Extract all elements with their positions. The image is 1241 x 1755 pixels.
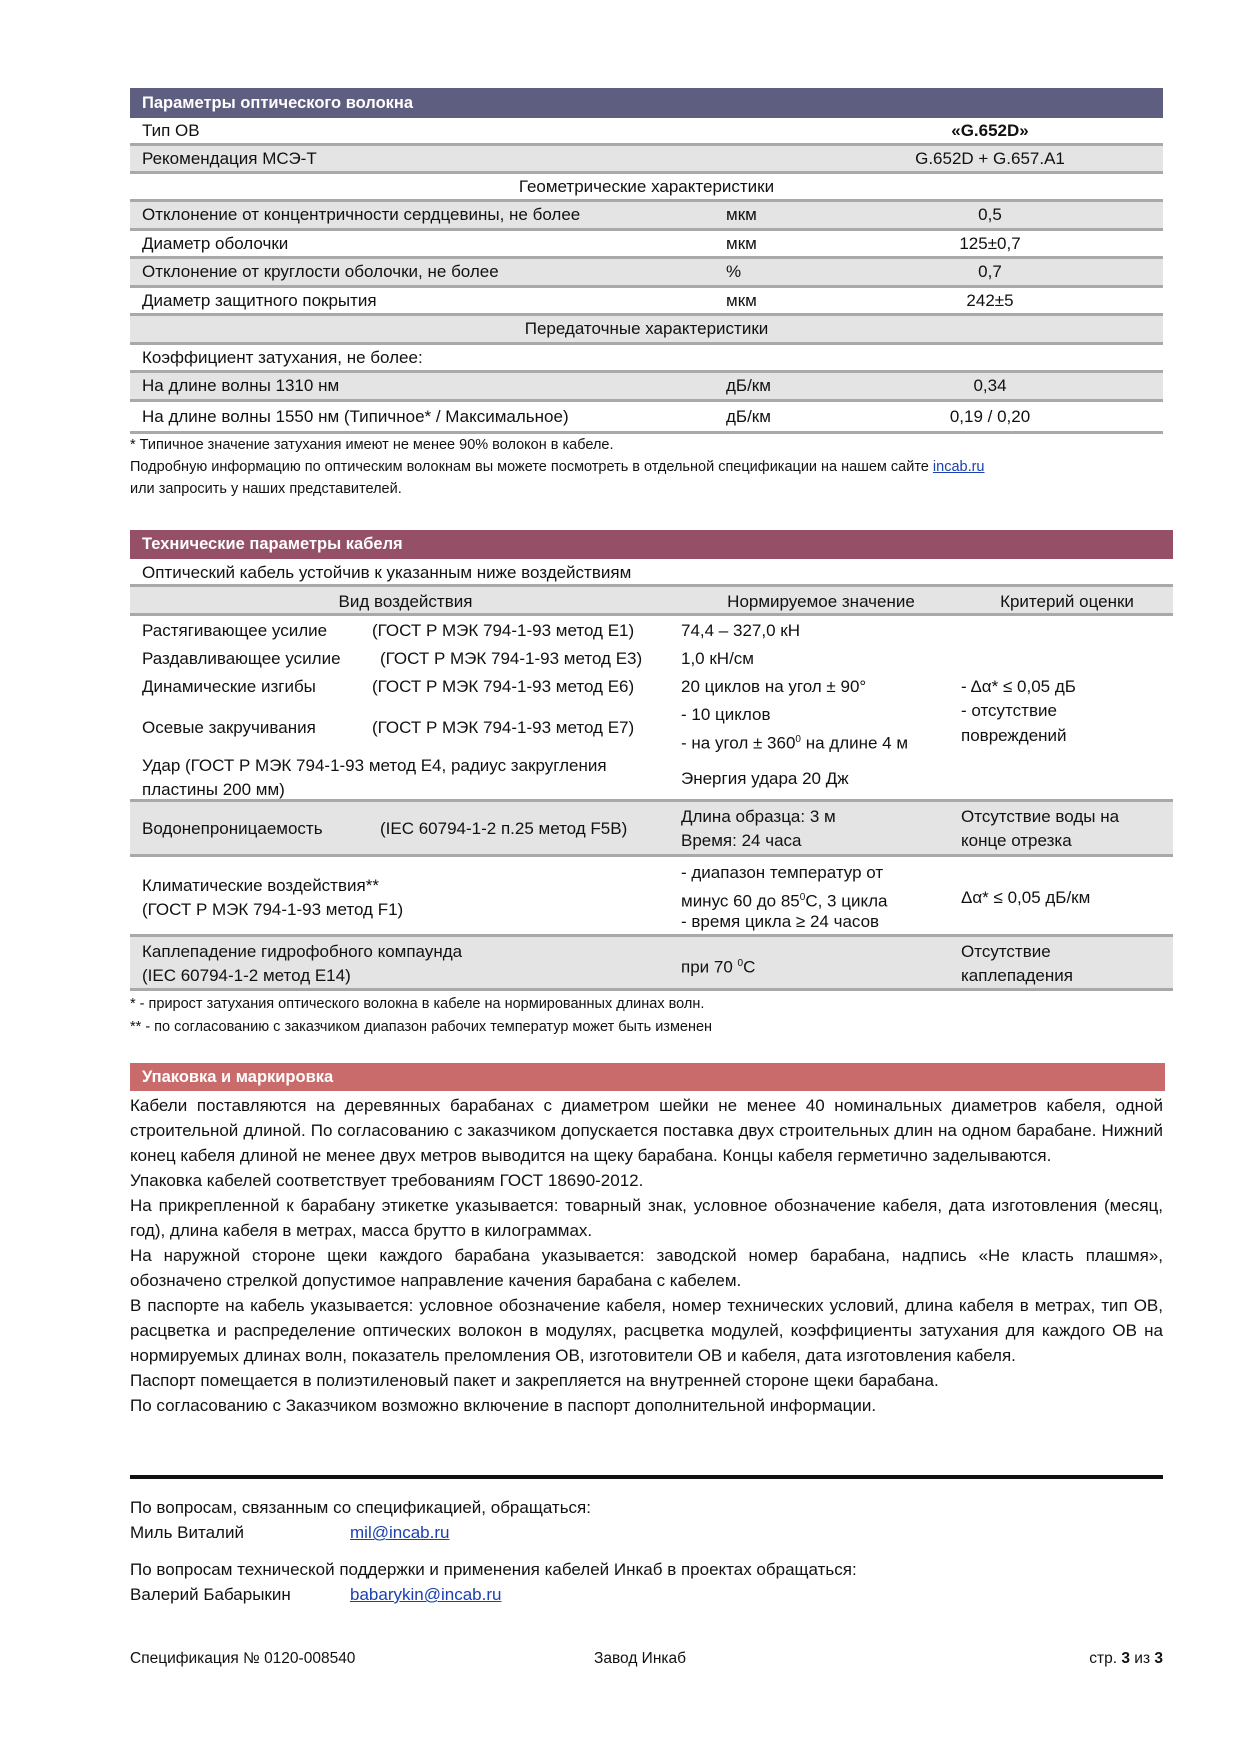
row-label: На длине волны 1310 нм	[142, 376, 340, 395]
impact-norm: Энергия удара 20 Дж	[681, 769, 849, 788]
impact-name: Климатические воздействия**	[142, 876, 379, 895]
row-unit: %	[726, 262, 742, 281]
table-row	[130, 402, 1163, 434]
cable-intro: Оптический кабель устойчив к указанным ниже воздействиям	[142, 563, 632, 582]
packaging-paragraph: На наружной стороне щеки каждого барабана указывается: заводской номер барабана, надпись «Не класть плашмя», обозначено стрелкой допустимое направление качения барабана с кабелем.	[130, 1246, 1163, 1290]
impact-method: (ГОСТ Р МЭК 794-1-93 метод Е1)	[372, 621, 635, 640]
packaging-paragraph: По согласованию с Заказчиком возможно включение в паспорт дополнительной информации.	[130, 1396, 877, 1415]
impact-norm: 74,4 – 327,0 кН	[681, 621, 800, 640]
impact-norm: - время цикла ≥ 24 часов	[681, 912, 880, 931]
row-value: 125±0,7	[959, 233, 1021, 253]
page-total: 3	[1154, 1650, 1163, 1667]
impact-criterion: каплепадения	[961, 966, 1073, 985]
impact-norm: - диапазон температур от	[681, 863, 884, 882]
impact-method: (IEC 60794-1-2 п.25 метод F5B)	[380, 819, 628, 838]
fiber-info-note	[130, 459, 985, 475]
table-row	[130, 231, 1163, 259]
header-impact: Вид воздействия	[338, 592, 473, 611]
row-value: 0,19 / 0,20	[949, 406, 1031, 426]
packaging-text	[130, 1093, 1163, 1418]
impact-criterion: Отсутствие	[961, 942, 1051, 961]
row-unit: мкм	[726, 233, 757, 253]
impact-norm: - 10 циклов	[681, 705, 771, 724]
row-label: Диаметр оболочки	[142, 233, 289, 253]
group-criterion: - отсутствие	[961, 701, 1057, 720]
group-criterion: повреждений	[961, 726, 1067, 745]
footer-spec-number: Спецификация № 0120-008540	[130, 1650, 356, 1667]
incab-site-link[interactable]: incab.ru	[932, 459, 985, 475]
impact-method: (IEC 60794-1-2 метод Е14)	[142, 966, 351, 985]
cable-section-title: Технические параметры кабеля	[142, 535, 403, 553]
row-unit: дБ/км	[726, 406, 771, 426]
fiber-footnote: * Типичное значение затухания имеют не менее 90% волокон в кабеле.	[130, 437, 614, 453]
row-label: Отклонение от круглости оболочки, не более	[142, 262, 499, 281]
support-contact-person: Валерий Бабарыкин	[130, 1585, 291, 1604]
impact-method: (ГОСТ Р МЭК 794-1-93 метод Е3)	[380, 649, 643, 668]
impact-norm: 1,0 кН/см	[681, 649, 754, 668]
impact-norm	[681, 951, 755, 980]
packaging-paragraph: Кабели поставляются на деревянных барабанах с диаметром шейки не менее 40 номинальных диаметров кабеля, одной строительной длиной. По согласованию с заказчиком допускается поставка двух строительных длин на одном барабане. Нижний конец кабеля длиной не менее двух метров выводится на щеку барабана. Концы кабеля герметично заделываются.	[130, 1096, 1163, 1165]
subheader-label: Геометрические характеристики	[518, 176, 775, 196]
fiber-section-header	[130, 88, 1163, 118]
norm-text: минус 60 до 85	[681, 891, 800, 911]
impact-name: Осевые закручивания	[142, 718, 316, 737]
row-value: G.652D + G.657.A1	[915, 148, 1065, 168]
impact-norm: Длина образца: 3 м	[681, 807, 836, 826]
table-row	[130, 146, 1163, 174]
packaging-paragraph: В паспорте на кабель указывается: условное обозначение кабеля, номер технических условий, длина кабеля в метрах, тип ОВ, расцветка и распределение оптических волокон в модулях, расцветка модулей, коэффициенты затухания для каждого ОВ на нормируемых длинах волн, показатель преломления ОВ, изготовители ОВ и кабеля, дата изготовления кабеля.	[130, 1296, 1163, 1365]
section-divider	[130, 1475, 1163, 1479]
packaging-paragraph: На прикрепленной к барабану этикетке указывается: товарный знак, условное обозначение кабеля, дата изготовления (месяц, год), длина кабеля в метрах, масса брутто в килограммах.	[130, 1196, 1163, 1240]
spec-contact-question: По вопросам, связанным со спецификацией, обращаться:	[130, 1498, 591, 1517]
row-value: 0,7	[978, 262, 1002, 281]
fiber-section-title: Параметры оптического волокна	[142, 93, 414, 112]
degree-sup: 0	[737, 958, 744, 969]
footer-company: Завод Инкаб	[594, 1650, 686, 1667]
packaging-paragraph: Упаковка кабелей соответствует требованиям ГОСТ 18690-2012.	[130, 1171, 644, 1190]
impact-name: Динамические изгибы	[142, 677, 316, 696]
degree-sup: 0	[795, 734, 801, 745]
cable-footnote-1: * - прирост затухания оптического волокна в кабеле на нормированных длинах волн.	[130, 996, 705, 1012]
row-value: 0,34	[973, 376, 1007, 395]
impact-criterion: Δα* ≤ 0,05 дБ/км	[961, 888, 1091, 907]
header-norm: Нормируемое значение	[727, 592, 915, 611]
fiber-info-note-cont: или запросить у наших представителей.	[130, 481, 402, 497]
row-value: 242±5	[966, 290, 1014, 310]
table-row	[130, 373, 1163, 402]
geometric-subheader	[130, 174, 1163, 202]
norm-text: на длине 4 м	[800, 733, 909, 753]
table-row	[130, 118, 1163, 146]
cable-section-header	[130, 530, 1173, 559]
degree-sup: 0	[799, 892, 806, 903]
row-value: «G.652D»	[951, 120, 1029, 140]
cable-table-header	[130, 587, 1173, 616]
page-prefix: стр.	[1089, 1650, 1122, 1667]
mechanical-group	[130, 616, 1173, 802]
impact-method: (ГОСТ Р МЭК 794-1-93 метод Е6)	[372, 677, 635, 696]
row-unit: дБ/км	[726, 376, 771, 395]
row-label: Тип ОВ	[142, 120, 200, 140]
row-unit: мкм	[726, 290, 757, 310]
impact-name: Каплепадение гидрофобного компаунда	[142, 942, 463, 961]
spec-contact-person: Миль Виталий	[130, 1523, 244, 1542]
impact-norm	[681, 727, 908, 756]
norm-text: С	[743, 957, 756, 977]
drip-row	[130, 937, 1173, 991]
impact-method: (ГОСТ Р МЭК 794-1-93 метод F1)	[142, 900, 404, 919]
table-row	[130, 202, 1163, 231]
impact-norm: 20 циклов на угол ± 90°	[681, 677, 867, 696]
row-label: Отклонение от концентричности сердцевины, не более	[142, 205, 581, 224]
support-contact-email-link[interactable]: babarykin@incab.ru	[350, 1585, 502, 1604]
row-label: Диаметр защитного покрытия	[142, 290, 377, 310]
norm-text: при 70	[681, 957, 738, 977]
row-label: Рекомендация МСЭ-Т	[142, 148, 317, 168]
table-row	[130, 288, 1163, 316]
group-criterion: - Δα* ≤ 0,05 дБ	[961, 677, 1076, 696]
impact-name: Удар (ГОСТ Р МЭК 794-1-93 метод Е4, радиус закругления	[142, 756, 607, 775]
cable-footnote-2: ** - по согласованию с заказчиком диапазон рабочих температур может быть изменен	[130, 1019, 713, 1035]
impact-name: Раздавливающее усилие	[142, 649, 341, 668]
page-mid: из	[1129, 1650, 1155, 1667]
footer-page-number	[1089, 1650, 1163, 1668]
packaging-paragraph: Паспорт помещается в полиэтиленовый пакет и закрепляется на внутренней стороне щеки барабана.	[130, 1371, 939, 1390]
row-unit: мкм	[726, 205, 757, 224]
packaging-section-header	[130, 1063, 1165, 1091]
transmission-subheader	[130, 316, 1163, 345]
impact-norm: Время: 24 часа	[681, 831, 802, 850]
impact-criterion: конце отрезка	[961, 831, 1072, 850]
norm-text: С, 3 цикла	[805, 891, 888, 911]
impact-criterion: Отсутствие воды на	[961, 807, 1120, 826]
page-current: 3	[1121, 1650, 1130, 1667]
water-row	[130, 802, 1173, 857]
subheader-label: Передаточные характеристики	[524, 319, 769, 338]
spec-contact-email-link[interactable]: mil@incab.ru	[350, 1523, 450, 1542]
row-label: Коэффициент затухания, не более:	[142, 347, 423, 367]
norm-text: - на угол ± 360	[681, 733, 796, 753]
header-criterion: Критерий оценки	[1000, 592, 1134, 611]
climate-row	[130, 857, 1173, 937]
impact-name: Растягивающее усилие	[142, 621, 328, 640]
row-label: На длине волны 1550 нм (Типичное* / Максимальное)	[142, 406, 569, 426]
impact-name: Водонепроницаемость	[142, 819, 323, 838]
table-row	[130, 259, 1163, 288]
table-row	[130, 345, 1163, 373]
support-contact-question: По вопросам технической поддержки и применения кабелей Инкаб в проектах обращаться:	[130, 1560, 857, 1579]
row-value: 0,5	[978, 205, 1002, 224]
impact-name: пластины 200 мм)	[142, 780, 285, 799]
packaging-section-title: Упаковка и маркировка	[142, 1067, 334, 1086]
cable-intro-row	[130, 559, 1173, 587]
fiber-info-text: Подробную информацию по оптическим волокнам вы можете посмотреть в отдельной спецификации на нашем сайте	[130, 459, 933, 475]
impact-method: (ГОСТ Р МЭК 794-1-93 метод Е7)	[372, 718, 635, 737]
